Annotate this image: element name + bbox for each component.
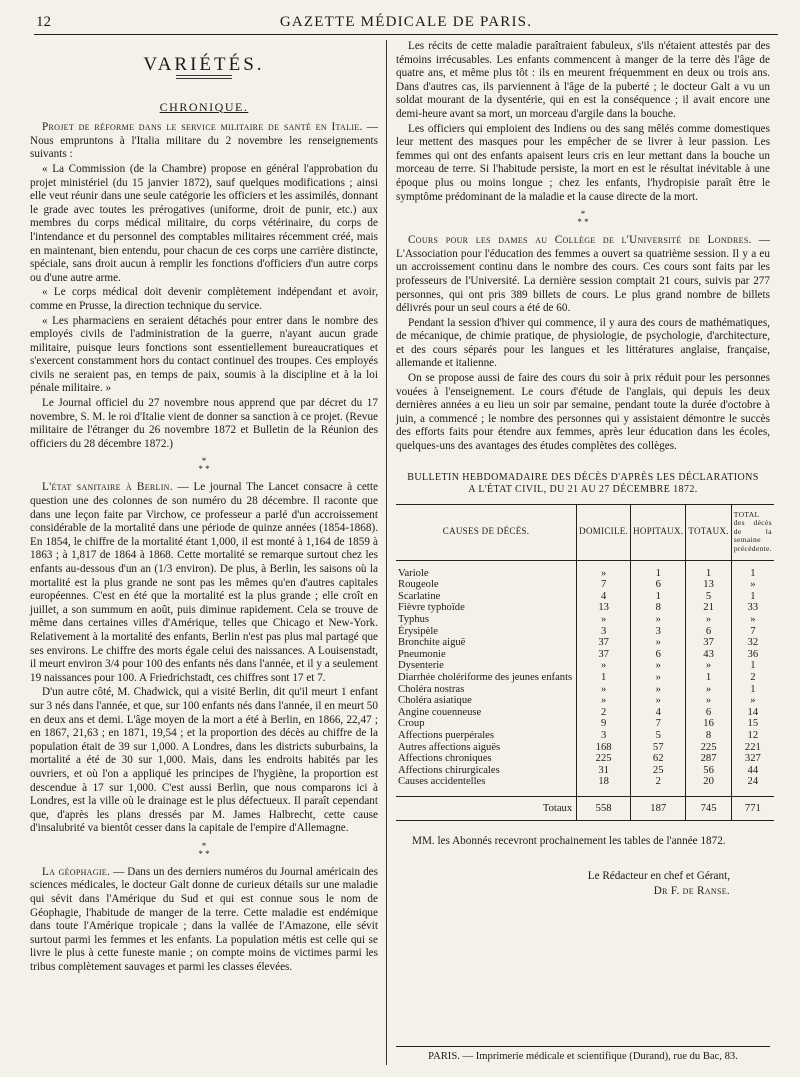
table-row [396,626,774,638]
page-number: 12 [36,14,51,30]
value-cell: 25 [631,765,686,777]
value-cell: 1 [731,560,774,579]
value-cell: 287 [686,753,731,765]
cause-cell: Autres affections aiguës [398,741,501,753]
value-cell: 1 [686,560,731,579]
value-cell: 221 [731,742,774,754]
value-cell: » [577,660,631,672]
value-cell: 6 [631,579,686,591]
paragraph: Le Journal officiel du 27 novembre nous apprend que par décret du 17 novembre, S. M. le roi d'Italie vient de donner sa sanction à ce projet. (Revue militaire de l'étranger du 26 novembre 1872 et Bulletin de la Réunion des officiers du 28 décembre 1872.) [30,397,378,450]
journal-title: GAZETTE MÉDICALE DE PARIS. [279,14,533,30]
paragraph: On se propose aussi de faire des cours du soir à prix réduit pour les personnes vouées à l'enseignement. Le cours d'étude de l'anglais, qui depuis les deux dernières années a eu lieu un soir par semaine, pendant toute la durée d'octobre à juin, a commencé ; le nombre des personnes qui y assistaient démontre le succès des efforts faits pour étendre aux femmes, après leur éducation dans les écoles, quelques-uns des avantages des études complètes des collèges. [396,372,770,453]
value-cell: » [631,695,686,707]
cause-cell: Pneumonie [398,648,446,660]
section-separator: * * * [198,456,210,475]
value-cell: 7 [731,626,774,638]
value-cell: 14 [731,707,774,719]
table-row [396,765,774,777]
value-cell: 21 [686,602,731,614]
value-cell: » [631,672,686,684]
cause-cell: Fièvre typhoïde [398,602,465,614]
article-text: — Dans un des derniers numéros du Journal américain des sciences médicales, le docteur Galt donne de curieux détails sur une maladie qui sévit dans l'Amérique du Sud et qui est connue sous le nom de Géophagie, l'habitude de manger de la terre. Cette maladie est endémique dans toute l'Amérique tropicale ; dans la vallée de l'Amazone, elle sévit surtout parmi les femmes et les enfants. La population métis est celle qui se livre le plus à cette funeste manie ; on compte moins de victimes parmi les tribus complètement sauvages et parmi les classes élevées. [30,865,378,974]
value-cell: 7 [631,718,686,730]
value-cell: » [577,560,631,579]
cause-cell: Croup [398,718,425,730]
article-lead: Cours pour les dames au Collège de l'Université de Londres. [408,234,752,247]
total-cell: 558 [577,796,631,821]
table-header-row [396,504,774,560]
value-cell: 43 [686,649,731,661]
cause-cell: Affections puerpérales [398,729,494,741]
table-row [396,684,774,696]
value-cell: 33 [731,602,774,614]
cause-cell: Dysenterie [398,660,444,672]
article-geophagie [30,866,378,975]
table-row [396,707,774,719]
article-text: — Nous empruntons à l'Italia militare du 2 novembre les renseignements suivants : [30,121,378,161]
col-header-total-prec: TOTAL des décès de la semaine précédente. [731,504,774,560]
table-row [396,695,774,707]
section-title: VARIÉTÉS. [143,54,265,75]
cause-cell: Affections chroniques [398,753,492,765]
value-cell: » [577,684,631,696]
imprint: PARIS. — Imprimerie médicale et scientifique (Durand), rue du Bac, 83. [396,1046,770,1062]
article-projet-reforme [30,121,378,162]
value-cell: 2 [577,707,631,719]
value-cell: 13 [686,579,731,591]
col-header-hopitaux: HOPITAUX. [631,504,686,560]
table-row [396,753,774,765]
value-cell: 6 [686,626,731,638]
value-cell: » [731,695,774,707]
col-header-cause: CAUSES DE DÉCÈS. [396,504,577,560]
value-cell: 15 [731,718,774,730]
value-cell: » [631,684,686,696]
value-cell: 57 [631,742,686,754]
value-cell: 37 [686,637,731,649]
value-cell: 62 [631,753,686,765]
value-cell: » [686,660,731,672]
table-row [396,579,774,591]
value-cell: 8 [631,602,686,614]
left-column [30,40,378,976]
value-cell: » [686,695,731,707]
table-row [396,649,774,661]
paragraph: « La Commission (de la Chambre) propose en général l'approbation du projet ministériel (du 15 janvier 1872), sauf quelques modifications ; ainsi elle veut réunir dans une seule catégorie les officiers et les assimilés, donnant le grade avec toutes les prérogatives (uniforme, droit de punir, etc.) aux membres du corps médical militaire, du corps vétérinaire, du corps de l'intendance et du personnel des comptables militaires récemment créé, mais en maintenant, bien entendu, pour chacun de ces corps une carrière distincte, spéciale, sans droit aucun à remplir les fonctions d'officiers d'un autre corps ou d'une autre arme. [30,162,378,284]
table-row [396,637,774,649]
bulletin-title-line: A L'ÉTAT CIVIL, DU 21 AU 27 DÉCEMBRE 1872. [468,483,698,495]
total-cell: 745 [686,796,731,821]
value-cell: 168 [577,742,631,754]
table-row [396,591,774,603]
mortality-table [396,504,774,822]
value-cell: » [577,695,631,707]
value-cell: 327 [731,753,774,765]
value-cell: 3 [577,730,631,742]
right-column [396,40,770,899]
chronique-title: CHRONIQUE. [159,99,249,114]
bulletin-title-line: BULLETIN HEBDOMADAIRE DES DÉCÈS D'APRÈS LES DÉCLARATIONS [407,471,759,483]
value-cell: » [631,637,686,649]
page-header [34,8,778,35]
value-cell: 1 [577,672,631,684]
value-cell: 32 [731,637,774,649]
signature-line: Le Rédacteur en chef et Gérant, [587,870,730,883]
cause-cell: Choléra nostras [398,683,465,695]
value-cell: » [577,614,631,626]
value-cell: 8 [686,730,731,742]
value-cell: 4 [631,707,686,719]
table-row [396,560,774,579]
table-row [396,718,774,730]
table-row [396,742,774,754]
value-cell: 18 [577,776,631,796]
value-cell: 56 [686,765,731,777]
article-text: — L'Association pour l'éducation des femmes a ouvert sa quatrième session. Il y a eu un accroissement continu dans le nombre des cours. Ces cours sont faits par les professeurs de l'Université. La dernière session comptait 21 cours, suivis par 277 personnes, qui ont pris 389 billets de cours. Le plus grand nombre de billets délivrés pour un seul cours a été de 60. [396,234,770,315]
subscriber-note: MM. les Abonnés recevront prochainement les tables de l'année 1872. [412,835,726,848]
value-cell: 3 [631,626,686,638]
col-header-domicile: DOMICILE. [577,504,631,560]
section-separator: * * * [198,840,210,859]
article-lead: La géophagie. [42,865,111,878]
value-cell: 3 [577,626,631,638]
value-cell: 36 [731,649,774,661]
article-lead: Projet de réforme dans le service militaire de santé en Italie. [42,121,363,134]
value-cell: 37 [577,649,631,661]
value-cell: » [631,614,686,626]
value-cell: » [631,660,686,672]
value-cell: 2 [731,672,774,684]
value-cell: 1 [631,591,686,603]
value-cell: 44 [731,765,774,777]
cause-cell: Scarlatine [398,590,441,602]
table-row [396,614,774,626]
value-cell: 13 [577,602,631,614]
value-cell: 4 [577,591,631,603]
value-cell: » [686,614,731,626]
value-cell: 24 [731,776,774,796]
value-cell: 1 [731,684,774,696]
paragraph: Les officiers qui emploient des Indiens ou des sang mêlés comme domestiques leur mettent des masques pour les empêcher de se livrer à leur passion. Les femmes qui ont des enfants apaisent leurs cris en leur mettant dans la bouche un morceau de terre. Si l'habitude persiste, la mort en est le résultat inévitable à une époque plus ou moins longue ; chez les enfants, l'hydropisie paraît être le symptôme prédominant de la maladie et la cause directe de la mort. [396,122,770,203]
value-cell: 1 [686,672,731,684]
article-berlin [30,481,378,685]
paragraph: D'un autre côté, M. Chadwick, qui a visité Berlin, dit qu'il meurt 1 enfant sur 3 nés dans l'année, et que, sur 100 enfants nés dans l'année, il en meurt 50 en deux ans et demi. L'âge moyen de la mort a été à Berlin, en 1866, 22,47 ; en 1867, 21,63 ; en 1871, 19,54 ; et la proportion des décès au chiffre de la population était de 39 sur 1,000. A Londres, dans les districts suburbains, la mortalité a été de 30 sur 1,000. Mais, dans les endroits habités par les ouvriers, et où l'on a appliqué les principes de l'hygiène, la proportion est descendue à 17 sur 1,000. C'est aussi Berlin, que nous comparons ici à Londres, est la ville où le drainage est le plus défectueux. Il paraît cependant que, d'après les plans dressés par M. James Halbrecht, cette cause d'insalubrité va bientôt cesser dans la capitale de l'empire d'Allemagne. [30,686,378,835]
cause-cell: Choléra asiatique [398,695,472,707]
value-cell: 6 [631,649,686,661]
cause-cell: Bronchite aiguë [398,637,466,649]
value-cell: 6 [686,707,731,719]
value-cell: 5 [631,730,686,742]
paragraph: Pendant la session d'hiver qui commence, il y aura des cours de mathématiques, de mécanique, de chimie pratique, de physiologie, de psychologie, d'architecture, et des cours séparés pour les langues et les littératures anglaise, française, allemande et italienne. [396,316,770,370]
value-cell: 225 [577,753,631,765]
value-cell: » [686,684,731,696]
paragraph: « Les pharmaciens en seraient détachés pour entrer dans le nombre des employés civils de l'administration de la guerre, n'ayant aucun grade militaire, puisque leurs fonctions sont essentiellement bureaucratiques et s'exercent constamment hors du contact continuel des troupes. Ces employés civils ne seraient pas, en temps de paix, soumis à la discipline et à la loi pénale militaire. » [30,314,378,395]
value-cell: 1 [631,560,686,579]
value-cell: 5 [686,591,731,603]
cause-cell: Affections chirurgicales [398,764,500,776]
section-separator: * * * [577,209,589,228]
title-rule [176,75,232,79]
column-divider [386,40,387,1065]
col-header-totaux: TOTAUX. [686,504,731,560]
bulletin-title [396,472,770,496]
value-cell: 1 [731,660,774,672]
table-body [396,560,774,821]
table-row [396,660,774,672]
value-cell: 2 [631,776,686,796]
cause-cell: Angine couenneuse [398,706,482,718]
signature [396,869,730,899]
value-cell: » [731,579,774,591]
total-label: Totaux [396,796,577,821]
cause-cell: Érysipèle [398,625,439,637]
value-cell: 9 [577,718,631,730]
table-total-row [396,796,774,821]
article-lead: L'état sanitaire à Berlin. [42,481,173,494]
cause-cell: Causes accidentelles [398,776,486,788]
signature-name: Dr F. de Ranse. [653,885,730,898]
article-cours-dames [396,234,770,316]
value-cell: 1 [731,591,774,603]
table-row [396,672,774,684]
cause-cell: Variole [398,567,429,579]
value-cell: » [731,614,774,626]
total-cell: 187 [631,796,686,821]
cause-cell: Diarrhée cholériforme des jeunes enfants [398,671,573,683]
value-cell: 7 [577,579,631,591]
paragraph: « Le corps médical doit devenir complètement indépendant et avoir, comme en Prusse, la direction technique du service. [30,286,378,312]
value-cell: 37 [577,637,631,649]
value-cell: 225 [686,742,731,754]
article-text: — Le journal The Lancet consacre à cette question une des colonnes de son numéro du 28 décembre. Il raconte que dans une leçon faite par Virchow, ce professeur a parlé d'un accroissement considérable de la mortalité dans une période de quinze années (1854-1868). En 1854, le chiffre de la mortalité étant 1,000, il est monté à 1,164 de 1859 à 1863 ; à 1,817 de 1864 à 1868. Cette mortalité se remarque surtout chez les enfants au-dessous d'un an (1/3 environ). De plus, à Berlin, les saisons où la mortalité est la plus grande ne sont pas les mêmes qu'en d'autres capitales européennes. C'est en été que la mortalité est la plus grande ; elle croît en juillet, a son summum en août, puis diminue rapidement. Cela se trouve de même dans certaines villes d'Amérique, telles que Chicago et New-York. Relativement à la mortalité des enfants, Berlin n'est pas plus mal partagé que ses environs. Le chiffre des morts égale celui des naissances. A Louisenstadt, il meurt environ 3/4 pour 100 des enfants nés dans l'année, et il y a seulement 19 naissances pour 100. A Friedrichstadt, ces chiffres sont 17 et 7. [30,481,378,684]
value-cell: 16 [686,718,731,730]
cause-cell: Typhus [398,613,430,625]
table-row [396,776,774,796]
value-cell: 20 [686,776,731,796]
total-cell: 771 [731,796,774,821]
value-cell: 31 [577,765,631,777]
value-cell: 12 [731,730,774,742]
table-row [396,730,774,742]
table-row [396,602,774,614]
cause-cell: Rougeole [398,579,439,591]
paragraph: Les récits de cette maladie paraîtraient fabuleux, s'ils n'étaient attestés par des témoins irrécusables. Les enfants commencent à manger de la terre dès l'âge de quatre ans, et même plus tôt : ils en meurent fréquemment en deux ou trois ans. Dans d'autres cas, ils parviennent à l'âge de la puberté ; le docteur Galt a vu un soldat mourant de la dysentérie, qui en est la conséquence ; il avait encore une demi-heure avant sa mort, un morceau d'argile dans la bouche. [396,40,770,120]
